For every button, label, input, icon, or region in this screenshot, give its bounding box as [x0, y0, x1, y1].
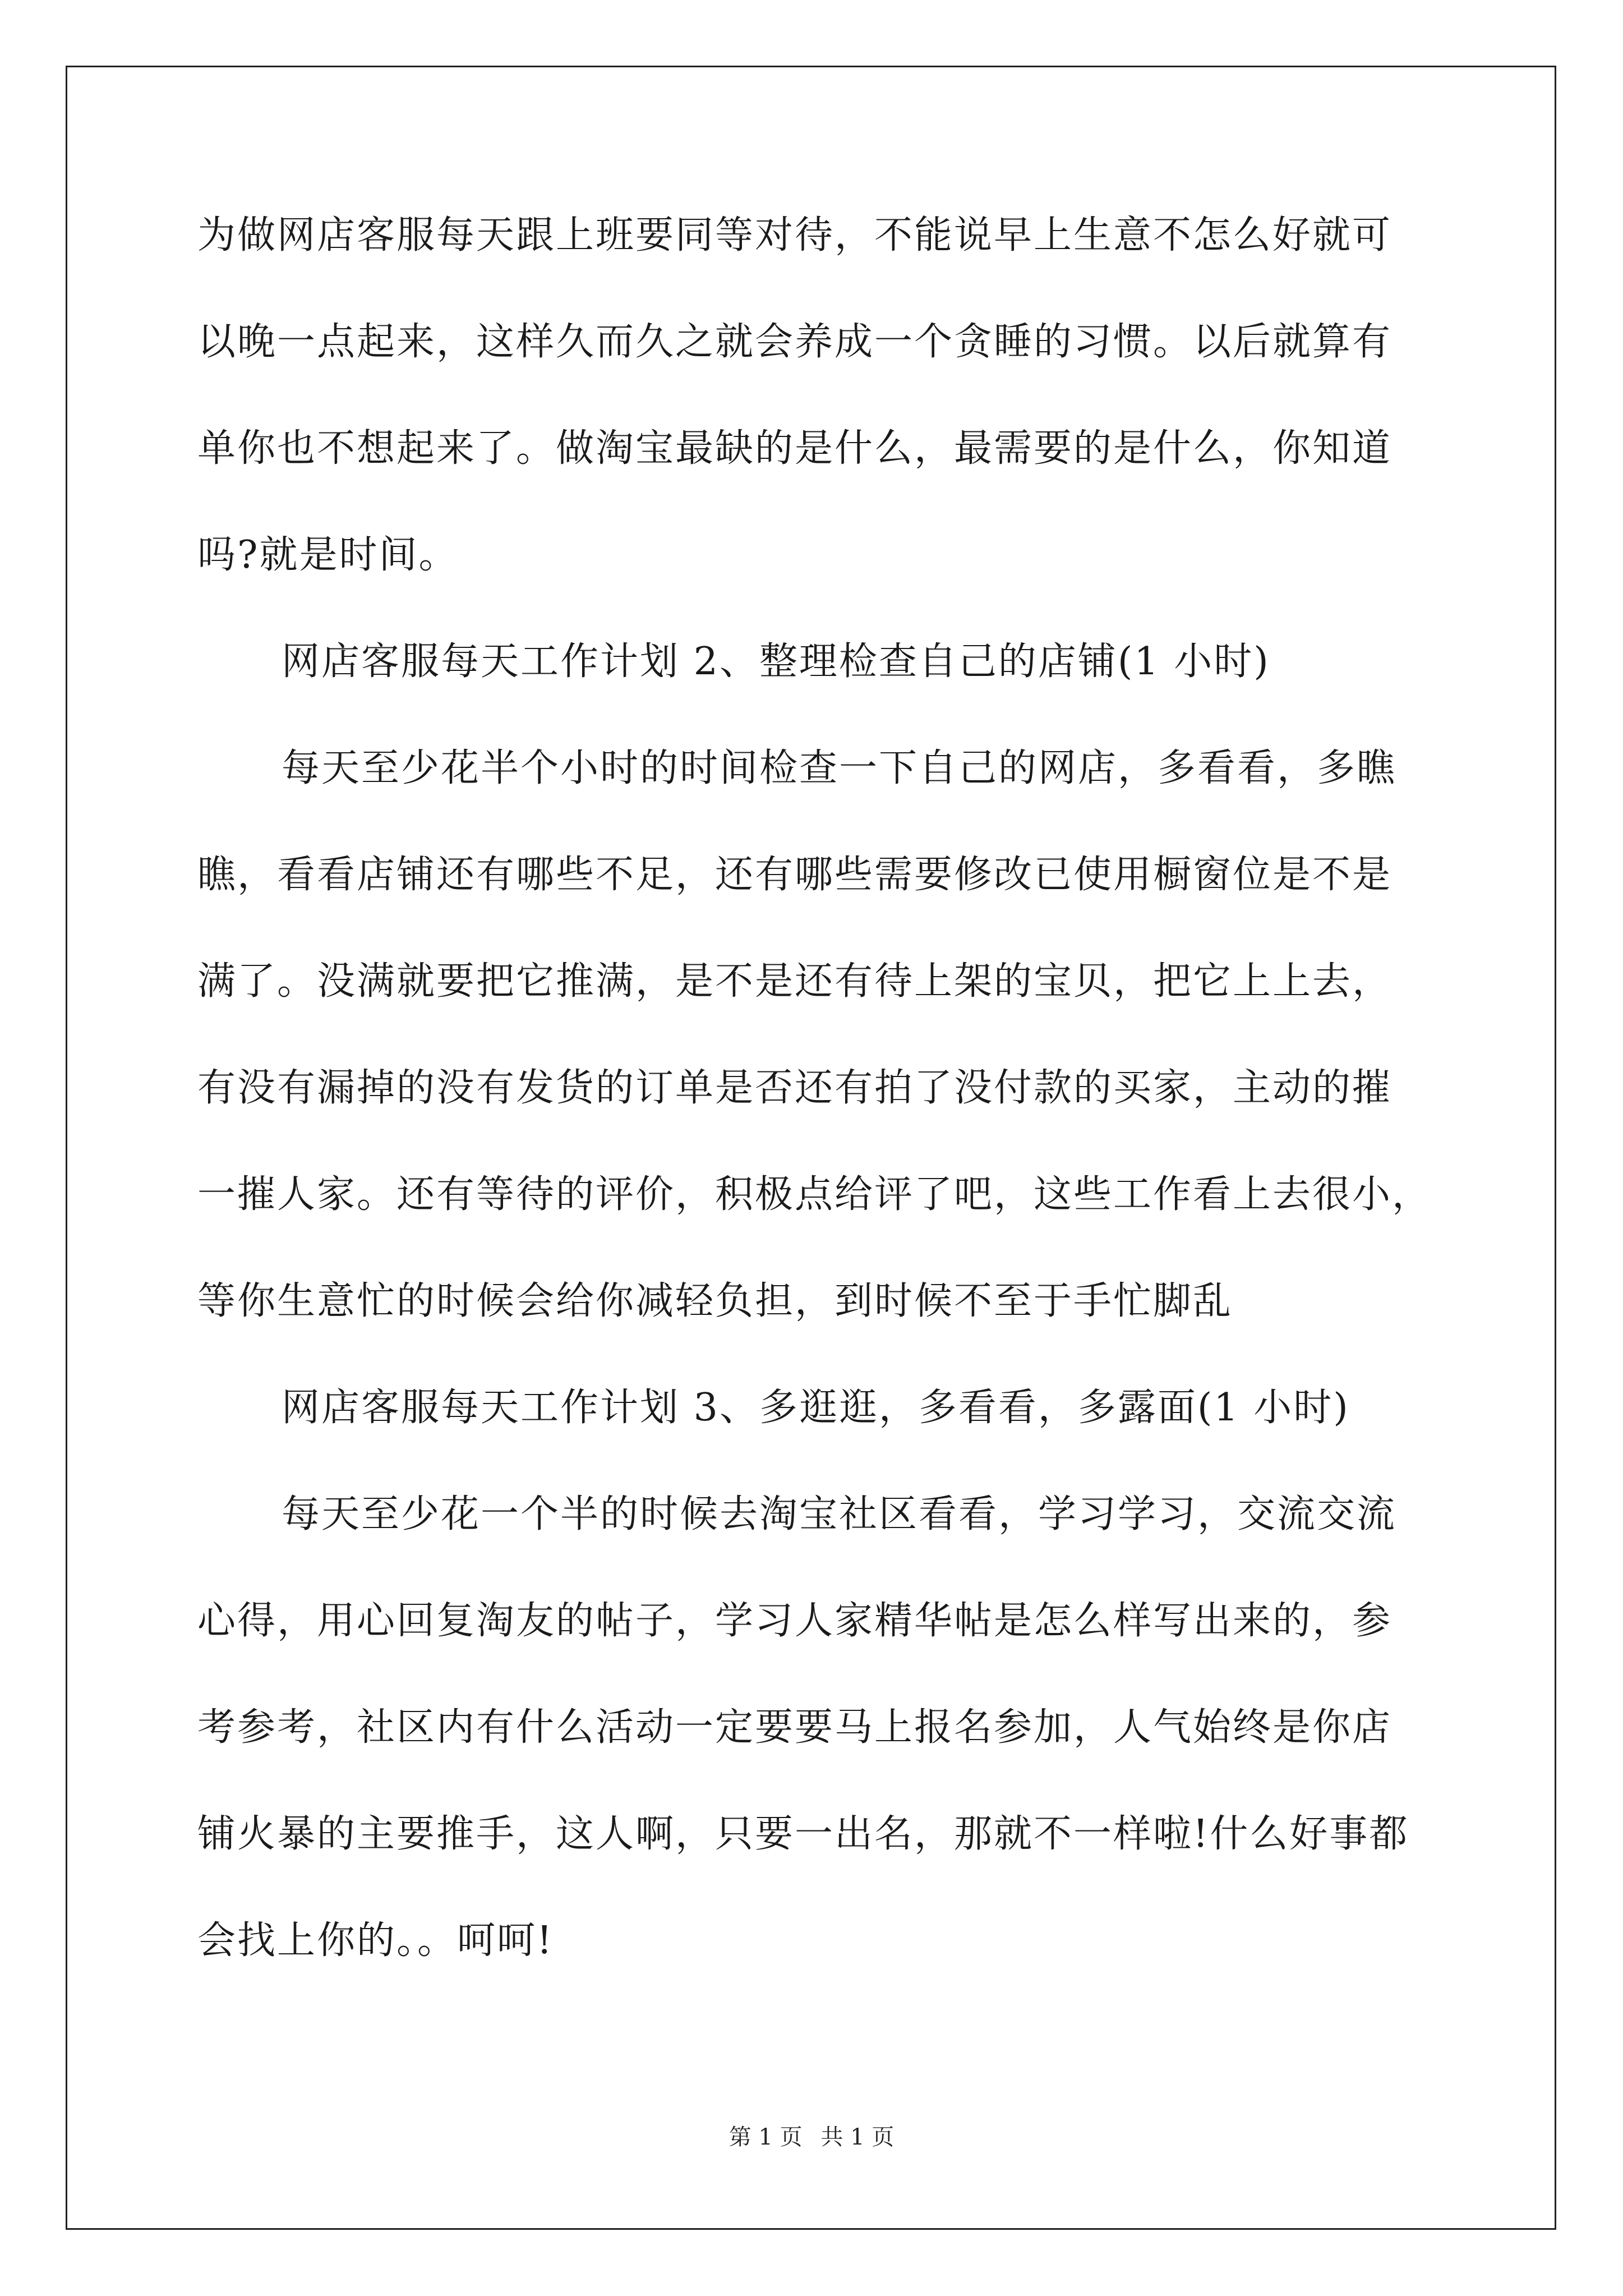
paragraph-line: 每天至少花一个半的时候去淘宝社区看看，学习学习，交流交流	[282, 1492, 1397, 1536]
page-footer	[0, 2123, 1623, 2151]
paragraph-line: 心得，用心回复淘友的帖子，学习人家精华帖是怎么样写出来的，参	[197, 1599, 1393, 1643]
paragraph-line: 以晚一点起来，这样久而久之就会养成一个贪睡的习惯。以后就算有	[197, 320, 1393, 364]
section-heading: 网店客服每天工作计划 2、整理检查自己的店铺(1 小时)	[282, 639, 1270, 684]
page-number: 第 1 页	[728, 2124, 803, 2150]
page-border	[66, 66, 1556, 2230]
paragraph-line: 考参考，社区内有什么活动一定要要马上报名参加，人气始终是你店	[197, 1705, 1393, 1750]
section-heading: 网店客服每天工作计划 3、多逛逛，多看看，多露面(1 小时)	[282, 1386, 1350, 1430]
paragraph-line: 吗?就是时间。	[197, 533, 459, 577]
paragraph-line: 一摧人家。还有等待的评价，积极点给评了吧，这些工作看上去很小，	[197, 1172, 1432, 1217]
paragraph-line: 等你生意忙的时候会给你减轻负担，到时候不至于手忙脚乱	[197, 1279, 1233, 1323]
paragraph-line: 每天至少花半个小时的时间检查一下自己的网店，多看看，多瞧	[282, 746, 1397, 790]
paragraph-line: 满了。没满就要把它推满，是不是还有待上架的宝贝，把它上上去，	[197, 959, 1393, 1004]
page-total: 共 1 页	[820, 2124, 895, 2150]
paragraph-line: 瞧，看看店铺还有哪些不足，还有哪些需要修改已使用橱窗位是不是	[197, 853, 1393, 897]
paragraph-line: 单你也不想起来了。做淘宝最缺的是什么，最需要的是什么，你知道	[197, 426, 1393, 471]
paragraph-line: 铺火暴的主要推手，这人啊，只要一出名，那就不一样啦!什么好事都	[197, 1812, 1409, 1856]
paragraph-line: 有没有漏掉的没有发货的订单是否还有拍了没付款的买家，主动的摧	[197, 1066, 1393, 1110]
paragraph-line: 会找上你的。。呵呵!	[197, 1918, 554, 1963]
paragraph-line: 为做网店客服每天跟上班要同等对待，不能说早上生意不怎么好就可	[197, 213, 1393, 257]
